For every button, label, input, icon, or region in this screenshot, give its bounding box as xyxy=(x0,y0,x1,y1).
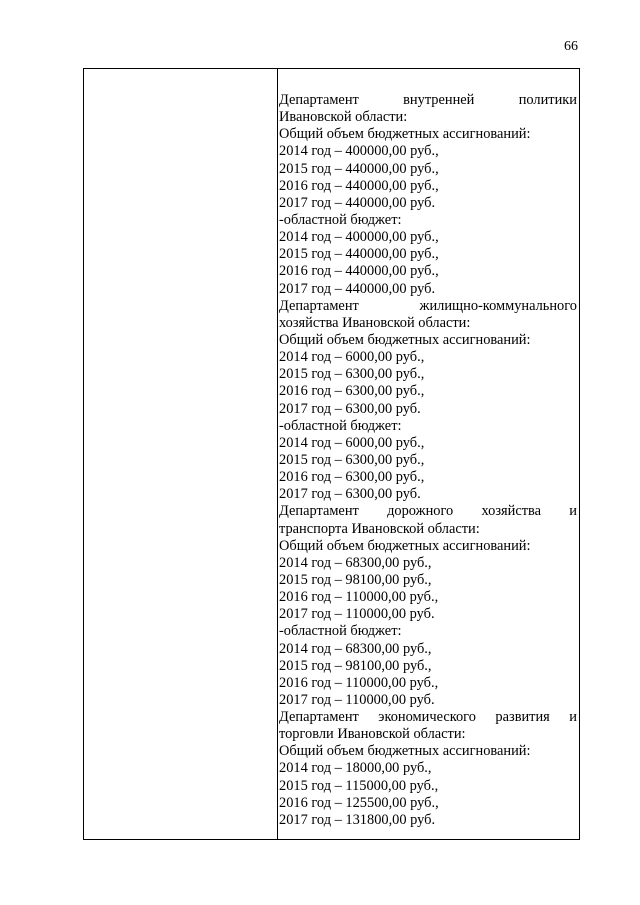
budget-allocations-cell xyxy=(279,92,577,829)
heading-word: экономического xyxy=(378,709,476,726)
year-allocation: 2017 год – 440000,00 руб. xyxy=(279,280,436,297)
year-allocation: 2014 год – 6000,00 руб., xyxy=(279,434,425,451)
year-allocation: 2015 год – 98100,00 руб., xyxy=(279,571,432,588)
heading-word: внутренней xyxy=(403,92,475,108)
heading-word: Департамент xyxy=(279,503,359,520)
year-allocation: 2016 год – 125500,00 руб., xyxy=(279,794,439,811)
year-allocation: 2016 год – 6300,00 руб., xyxy=(279,383,425,400)
year-allocation: 2016 год – 440000,00 руб., xyxy=(279,177,439,194)
department-heading-continued: торговли Ивановской области: xyxy=(279,726,466,743)
year-allocation: 2015 год – 440000,00 руб., xyxy=(279,160,439,177)
total-allocation-label: Общий объем бюджетных ассигнований: xyxy=(279,537,531,554)
heading-word: хозяйства xyxy=(481,503,541,520)
heading-word: Департамент xyxy=(279,297,359,314)
year-allocation: 2016 год – 110000,00 руб., xyxy=(279,674,439,691)
budget-table xyxy=(83,68,580,840)
year-allocation: 2014 год – 400000,00 руб., xyxy=(279,229,439,246)
department-heading xyxy=(279,298,577,315)
regional-budget-label: -областной бюджет: xyxy=(279,623,402,640)
year-allocation: 2016 год – 110000,00 руб., xyxy=(279,589,439,606)
department-heading xyxy=(279,92,577,109)
year-allocation: 2016 год – 440000,00 руб., xyxy=(279,263,439,280)
heading-word: дорожного xyxy=(387,503,454,520)
heading-word: развития xyxy=(495,709,550,726)
year-allocation: 2015 год – 115000,00 руб., xyxy=(279,777,439,794)
department-heading xyxy=(279,503,577,520)
department-heading-continued: транспорта Ивановской области: xyxy=(279,520,480,537)
total-allocation-label: Общий объем бюджетных ассигнований: xyxy=(279,743,531,760)
year-allocation: 2014 год – 400000,00 руб., xyxy=(279,143,439,160)
heading-word: и xyxy=(569,503,577,520)
year-allocation: 2015 год – 6300,00 руб., xyxy=(279,451,425,468)
year-allocation: 2015 год – 6300,00 руб., xyxy=(279,366,425,383)
total-allocation-label: Общий объем бюджетных ассигнований: xyxy=(279,126,531,143)
year-allocation: 2014 год – 68300,00 руб., xyxy=(279,640,432,657)
regional-budget-label: -областной бюджет: xyxy=(279,211,402,228)
year-allocation: 2017 год – 131800,00 руб. xyxy=(279,811,436,828)
heading-word: и xyxy=(569,709,577,726)
year-allocation: 2017 год – 6300,00 руб. xyxy=(279,486,421,503)
heading-word: Департамент xyxy=(279,92,359,108)
year-allocation: 2014 год – 68300,00 руб., xyxy=(279,554,432,571)
page-number: 66 xyxy=(564,39,578,54)
department-heading xyxy=(279,709,577,726)
year-allocation: 2017 год – 440000,00 руб. xyxy=(279,194,436,211)
regional-budget-label: -областной бюджет: xyxy=(279,417,402,434)
department-heading-continued: хозяйства Ивановской области: xyxy=(279,314,471,331)
total-allocation-label: Общий объем бюджетных ассигнований: xyxy=(279,331,531,348)
year-allocation: 2017 год – 110000,00 руб. xyxy=(279,606,435,623)
department-heading-continued: Ивановской области: xyxy=(279,109,408,126)
year-allocation: 2014 год – 18000,00 руб., xyxy=(279,760,432,777)
column-divider xyxy=(277,69,278,839)
year-allocation: 2017 год – 110000,00 руб. xyxy=(279,691,435,708)
heading-word: политики xyxy=(518,92,577,108)
heading-word: жилищно-коммунального xyxy=(419,297,577,314)
year-allocation: 2016 год – 6300,00 руб., xyxy=(279,469,425,486)
year-allocation: 2015 год – 440000,00 руб., xyxy=(279,246,439,263)
year-allocation: 2014 год – 6000,00 руб., xyxy=(279,349,425,366)
heading-word: Департамент xyxy=(279,709,359,726)
year-allocation: 2017 год – 6300,00 руб. xyxy=(279,400,421,417)
year-allocation: 2015 год – 98100,00 руб., xyxy=(279,657,432,674)
